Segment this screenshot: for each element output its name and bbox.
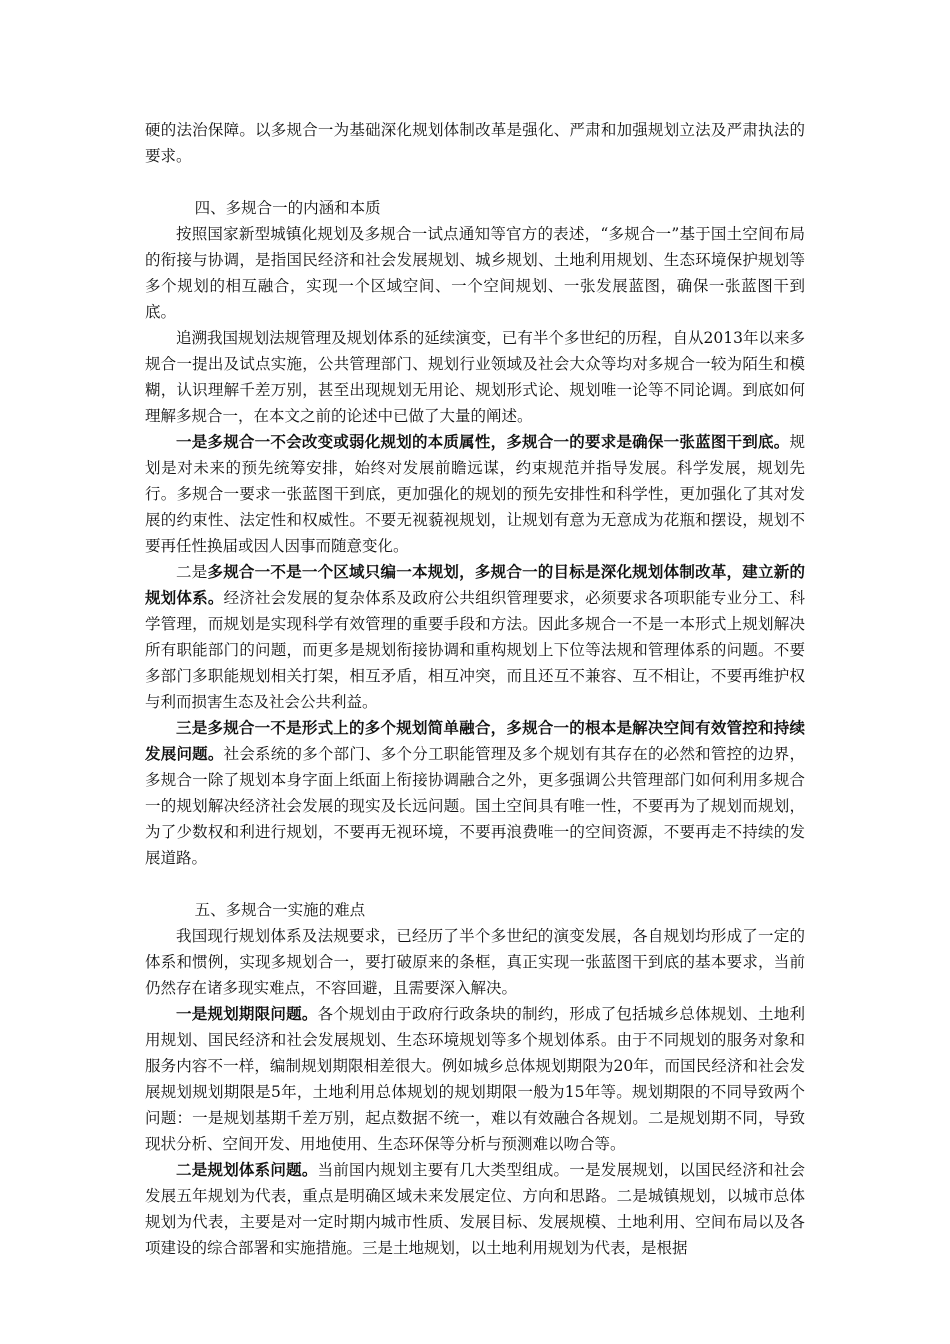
paragraph-text: 经济社会发展的复杂体系及政府公共组织管理要求，必须要求各项职能专业分工、科学管理，而规划是实现科学有效管理的重要手段和方法。因此多规合一不是一本形式上规划解决所有职能部门的问题，而更多是规划衔接协调和重构规划上下位等法规和管理体系的问题。不要多部门多职能规划相关打架，相互矛盾，相互冲突，而且还互不兼容、互不相让，不要再维护权与利而损害生态及社会公共利益。: [145, 589, 805, 711]
paragraph: 我国现行规划体系及法规要求，已经历了半个多世纪的演变发展，各自规划均形成了一定的体系和惯例，实现多规划合一，要打破原来的条框，真正实现一张蓝图干到底的基本要求，当前仍然存在诸多现实难点，不容回避，且需要深入解决。: [145, 927, 805, 997]
paragraph-point-3: [145, 715, 805, 871]
paragraph-text: 社会系统的多个部门、多个分工职能管理及多个规划有其存在的必然和管控的边界，多规合一除了规划本身字面上纸面上衔接协调融合之外，更多强调公共管理部门如何利用多规合一的规划解决经济社会发展的现实及长远问题。国土空间具有唯一性，不要再为了规划而规划，为了少数权和利进行规划，不要再无视环境，不要再浪费唯一的空间资源，不要再走不持续的发展道路。: [145, 745, 805, 867]
paragraph: 追溯我国规划法规管理及规划体系的延续演变，已有半个多世纪的历程，自从2013年以来多规合一提出及试点实施，公共管理部门、规划行业领域及社会大众等均对多规合一较为陌生和模糊，认识理解千差万别，甚至出现规划无用论、规划形式论、规划唯一论等不同论调。到底如何理解多规合一，在本文之前的论述中已做了大量的阐述。: [145, 329, 805, 425]
paragraph-lead: 二是: [176, 563, 208, 581]
paragraph-text: 当前国内规划主要有几大类型组成。一是发展规划，以国民经济和社会发展五年规划为代表，重点是明确区域未来发展定位、方向和思路。二是城镇规划，以城市总体规划为代表，主要是对一定时期内城市性质、发展目标、发展规模、土地利用、空间布局以及各项建设的综合部署和实施措施。三是土地规划，以土地利用规划为代表，是根据: [145, 1161, 805, 1257]
section-heading-5: 五、多规合一实施的难点: [194, 901, 366, 919]
bold-lead: 多规合一不是一个区域只编一本规划，多规合一的目标是深化规划体制改革，建立新的规划体系。: [145, 562, 805, 607]
bold-lead: 一是规划期限问题。: [176, 1004, 318, 1023]
section-heading-4: 四、多规合一的内涵和本质: [194, 199, 381, 217]
paragraph-continuation: 硬的法治保障。以多规合一为基础深化规划体制改革是强化、严肃和加强规划立法及严肃执法的要求。: [145, 121, 805, 165]
paragraph-point-1: [145, 429, 805, 559]
paragraph-text: 规划是对未来的预先统筹安排，始终对发展前瞻远谋，约束规范并指导发展。科学发展，规划先行。多规合一要求一张蓝图干到底，更加强化的规划的预先安排性和科学性，更加强化了其对发展的约束性、法定性和权威性。不要无视藐视规划，让规划有意为无意成为花瓶和摆设，规划不要再任性换届或因人因事而随意变化。: [145, 433, 805, 555]
paragraph-text: 各个规划由于政府行政条块的制约，形成了包括城乡总体规划、土地利用规划、国民经济和社会发展规划、生态环境规划等多个规划体系。由于不同规划的服务对象和服务内容不一样，编制规划期限相差很大。例如城乡总体规划期限为20年，而国民经济和社会发展规划规划期限是5年，土地利用总体规划的规划期限一般为15年等。规划期限的不同导致两个问题：一是规划基期千差万别，起点数据不统一，难以有效融合各规划。二是规划期不同，导致现状分析、空间开发、用地使用、生态环保等分析与预测难以吻合等。: [145, 1005, 805, 1153]
paragraph-point-1: [145, 1001, 805, 1157]
bold-lead: 一是多规合一不会改变或弱化规划的本质属性，多规合一的要求是确保一张蓝图干到底。: [176, 432, 790, 451]
document-page: [145, 117, 805, 1261]
bold-lead: 三是多规合一不是形式上的多个规划简单融合，多规合一的根本是解决空间有效管控和持续发展问题。: [145, 718, 805, 763]
paragraph: 按照国家新型城镇化规划及多规合一试点通知等官方的表述，“多规合一”基于国土空间布局的衔接与协调，是指国民经济和社会发展规划、城乡规划、土地利用规划、生态环境保护规划等多个规划的相互融合，实现一个区域空间、一个空间规划、一张发展蓝图，确保一张蓝图干到底。: [145, 225, 805, 321]
paragraph-point-2: [145, 559, 805, 715]
paragraph-point-2: [145, 1157, 805, 1261]
bold-lead: 二是规划体系问题。: [176, 1160, 318, 1179]
